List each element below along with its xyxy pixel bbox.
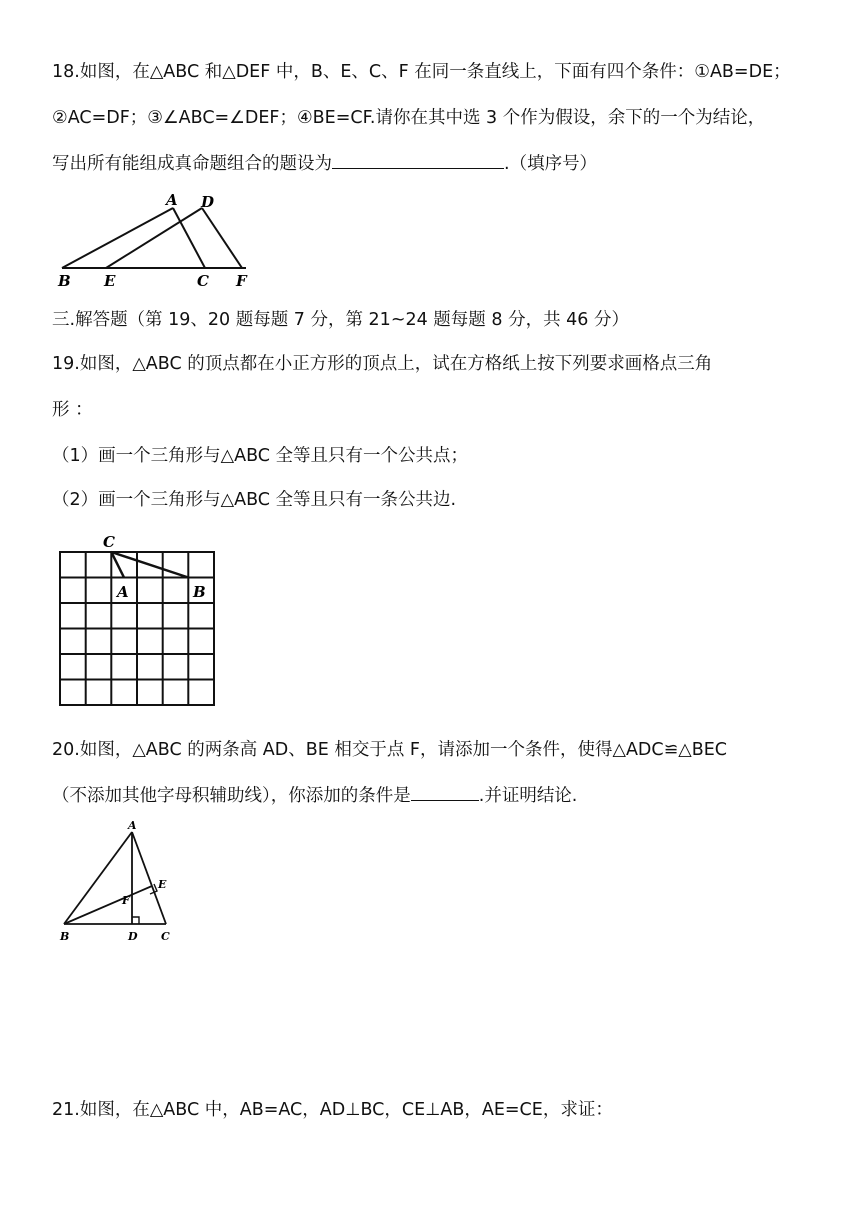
q18-label-f: F (236, 272, 247, 290)
q18-line2: ②AC=DF；③∠ABC=∠DEF；④BE=CF.请你在其中选 3 个作为假设，余下的一个为结论， (52, 108, 766, 128)
q19-label-c: C (103, 533, 115, 551)
q20-figure (56, 818, 186, 946)
section-3-heading: 三.解答题（第 19、20 题每题 7 分，第 21~24 题每题 8 分，共 46 分） (52, 310, 629, 330)
q18-answer-blank[interactable] (332, 150, 504, 169)
q19-line1: 19.如图，△ABC 的顶点都在小正方形的顶点上，试在方格纸上按下列要求画格点三角 (52, 354, 713, 374)
q21-line1: 21.如图，在△ABC 中，AB=AC，AD⊥BC，CE⊥AB，AE=CE，求证： (52, 1100, 613, 1120)
q20-label-b: B (60, 930, 70, 943)
q20-label-e: E (158, 878, 167, 891)
q18-line1: 18.如图，在△ABC 和△DEF 中，B、E、C、F 在同一条直线上，下面有四个条件：①AB=DE； (52, 62, 791, 82)
q18-line3-tail: .（填序号） (504, 154, 598, 174)
q20-label-c: C (161, 930, 170, 943)
q18-label-a: A (166, 192, 178, 209)
q19-label-a: A (117, 583, 129, 601)
q18-label-c: C (197, 272, 209, 290)
q19-grid-figure (50, 528, 222, 710)
q20-line2-tail: .并证明结论. (478, 786, 578, 806)
q18-figure (56, 192, 256, 290)
q20-line1: 20.如图，△ABC 的两条高 AD、BE 相交于点 F，请添加一个条件，使得△ADC≌△BEC (52, 740, 728, 760)
q20-label-f: F (122, 894, 130, 907)
q20-line2 (52, 782, 577, 808)
q19-item1: （1）画一个三角形与△ABC 全等且只有一个公共点； (52, 446, 469, 466)
q18-label-d: D (201, 193, 215, 211)
q19-label-b: B (193, 583, 206, 601)
q18-line3-text: 写出所有能组成真命题组合的题设为 (52, 154, 332, 174)
q20-label-a: A (128, 819, 137, 832)
q20-label-d: D (128, 930, 138, 943)
q18-label-e: E (104, 272, 116, 290)
q18-line3 (52, 150, 597, 176)
q18-label-b: B (58, 272, 71, 290)
q19-item2: （2）画一个三角形与△ABC 全等且只有一条公共边. (52, 490, 457, 510)
q20-line2-text: （不添加其他字母积辅助线），你添加的条件是 (52, 786, 411, 806)
q20-answer-blank[interactable] (411, 782, 479, 801)
q19-line2: 形 ： (52, 400, 93, 420)
